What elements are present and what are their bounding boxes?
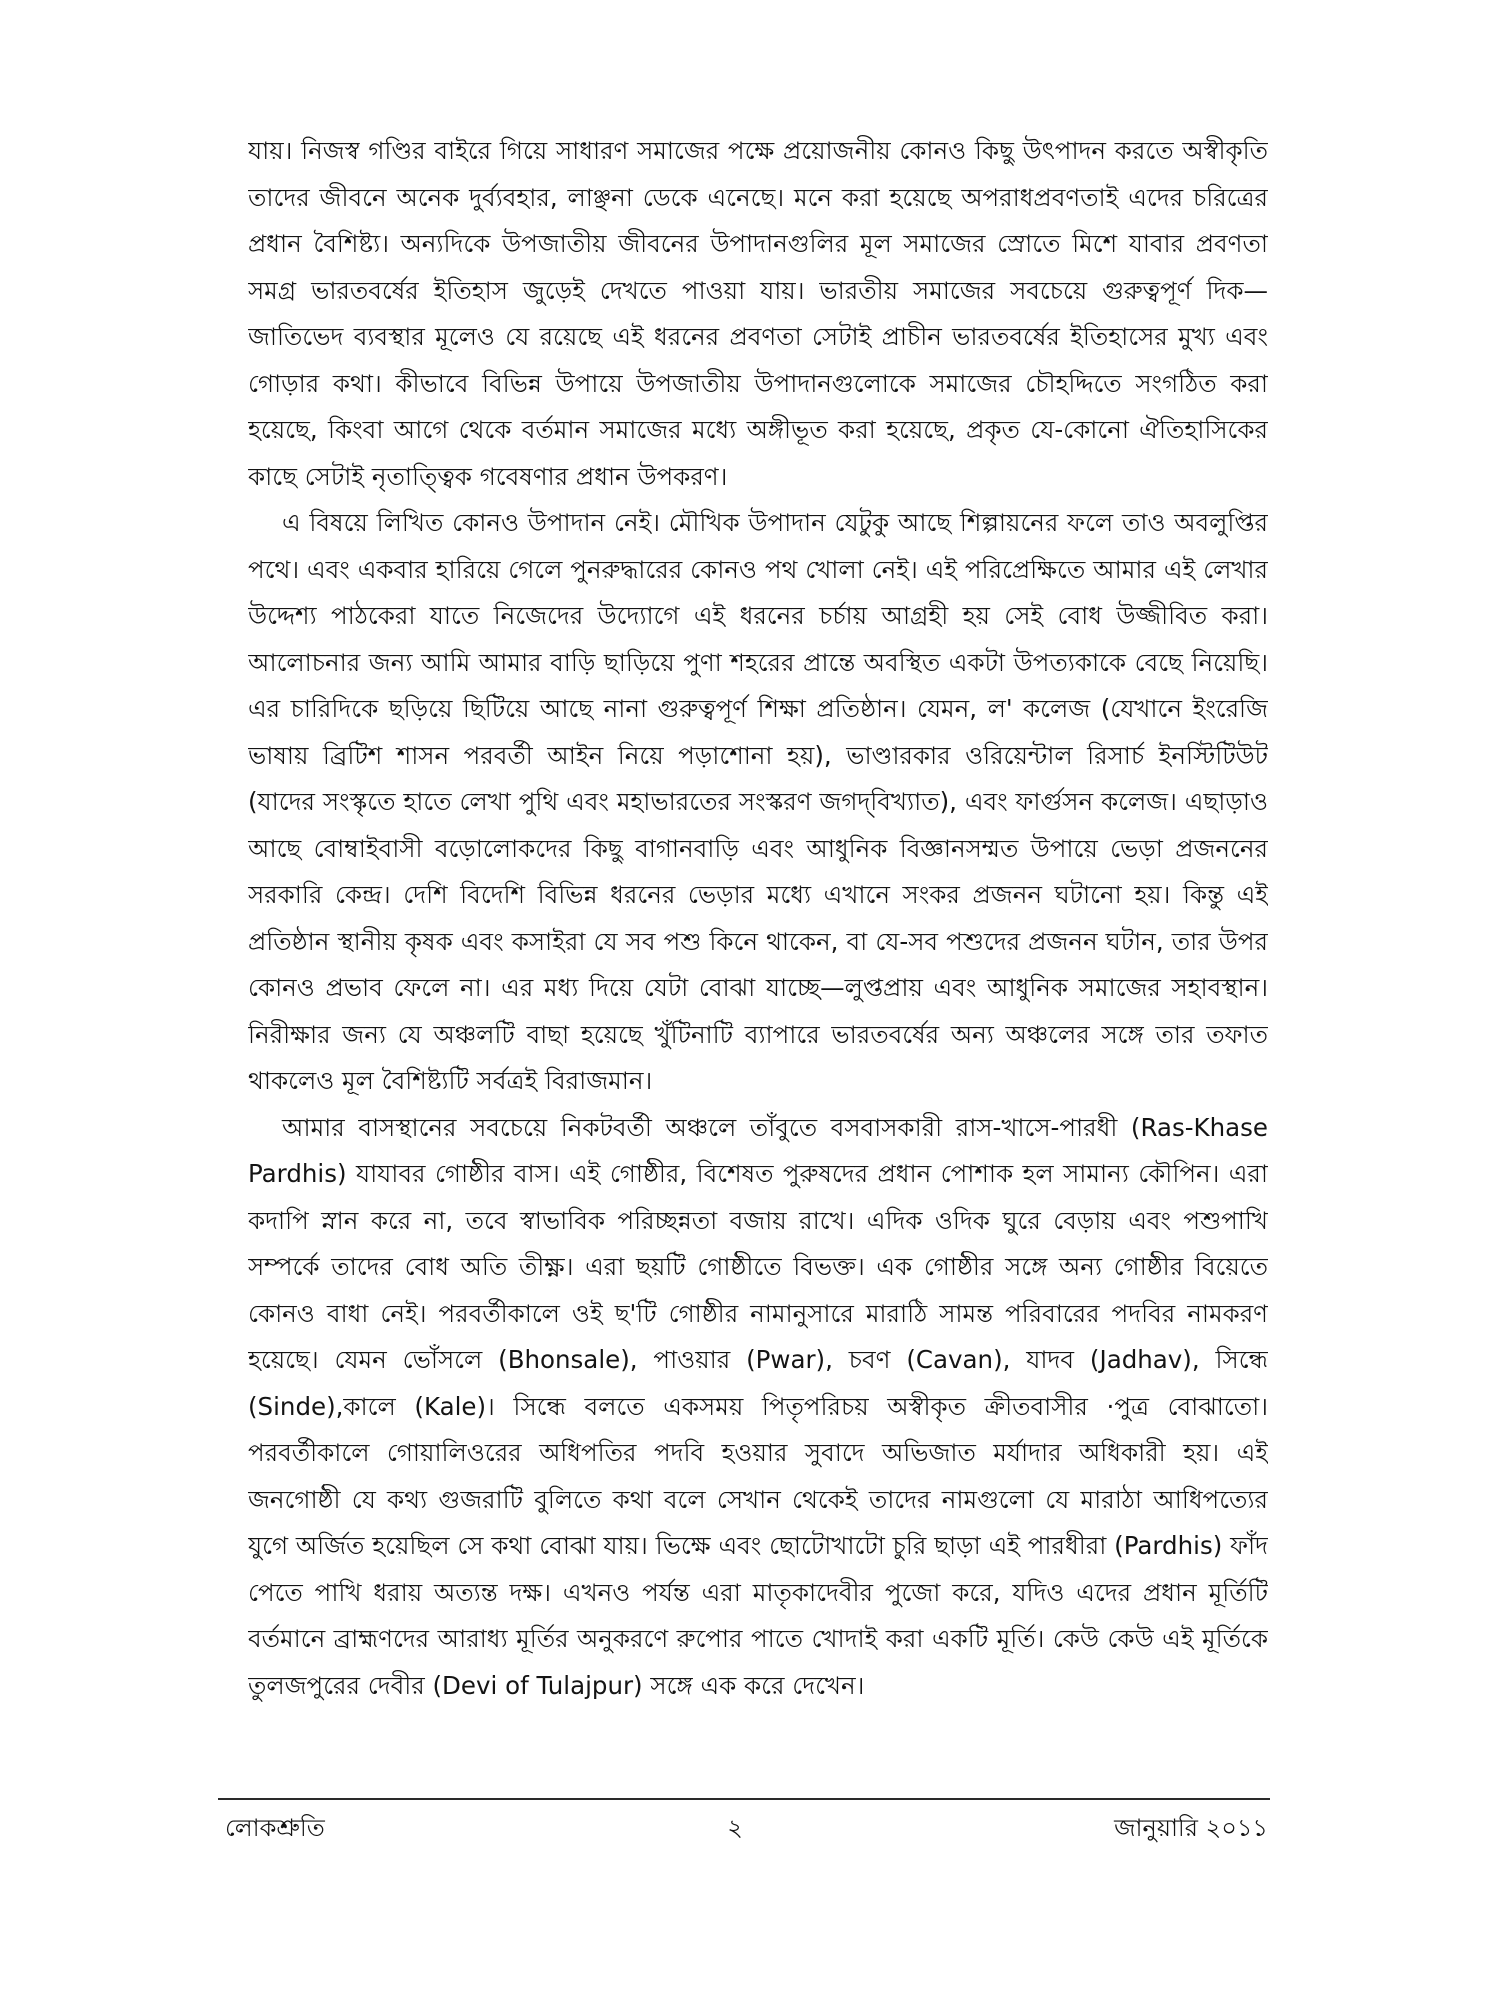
paragraph-pardhis: আমার বাসস্থানের সবচেয়ে নিকটবর্তী অঞ্চলে তাঁবুতে বসবাসকারী রাস-খাসে-পারধী (Ras-Khase Pardhis) যাযাবর গোষ্ঠীর বাস। এই গোষ্ঠীর, বিশেষত পুরুষদের প্রধান পোশাক হল সামান্য কৌপিন। এরা কদাপি স্নান করে না, তবে স্বাভাবিক পরিচ্ছন্নতা বজায় রাখে। এদিক ওদিক ঘুরে বেড়ায় এবং পশুপাখি সম্পর্কে তাদের বোধ অতি তীক্ষ্ণ। এরা ছয়টি গোষ্ঠীতে বিভক্ত। এক গোষ্ঠীর সঙ্গে অন্য গোষ্ঠীর বিয়েতে কোনও বাধা নেই। পরবর্তীকালে ওই ছ'টি গোষ্ঠীর নামানুসারে মারাঠি সামন্ত পরিবারের পদবির নামকরণ হয়েছে। যেমন ভোঁসলে (Bhonsale), পাওয়ার (Pwar), চবণ (Cavan), যাদব (Jadhav), সিন্ধে (Sinde),কালে (Kale)। সিন্ধে বলতে একসময় পিতৃপরিচয় অস্বীকৃত ক্রীতবাসীর ·পুত্র বোঝাতো। পরবর্তীকালে গোয়ালিওরের অধিপতির পদবি হওয়ার সুবাদে অভিজাত মর্যাদার অধিকারী হয়। এই জনগোষ্ঠী যে কথ্য গুজরাটি বুলিতে কথা বলে সেখান থেকেই তাদের নামগুলো যে মারাঠা আধিপত্যের যুগে অর্জিত হয়েছিল সে কথা বোঝা যায়। ভিক্ষে এবং ছোটোখাটো চুরি ছাড়া এই পারধীরা (Pardhis) ফাঁদ পেতে পাখি ধরায় অত্যন্ত দক্ষ। এখনও পর্যন্ত এরা মাতৃকাদেবীর পুজো করে, যদিও এদের প্রধান মূর্তিটি বর্তমানে ব্রাহ্মণদের আরাধ্য মূর্তির অনুকরণে রুপোর পাতে খোদাই করা একটি মূর্তি। কেউ কেউ এই মূর্তিকে তুলজপুরের দেবীর (Devi of Tulajpur) সঙ্গে এক করে দেখেন।: [248, 1112, 1268, 1700]
footer-page-number: ২: [727, 1814, 743, 1842]
paragraph-sources: এ বিষয়ে লিখিত কোনও উপাদান নেই। মৌখিক উপাদান যেটুকু আছে শিল্পায়নের ফলে তাও অবলুপ্তির পথে। এবং একবার হারিয়ে গেলে পুনরুদ্ধারের কোনও পথ খোলা নেই। এই পরিপ্রেক্ষিতে আমার এই লেখার উদ্দেশ্য পাঠকেরা যাতে নিজেদের উদ্যোগে এই ধরনের চর্চায় আগ্রহী হয় সেই বোধ উজ্জীবিত করা। আলোচনার জন্য আমি আমার বাড়ি ছাড়িয়ে পুণা শহরের প্রান্তে অবস্থিত একটা উপত্যকাকে বেছে নিয়েছি। এর চারিদিকে ছড়িয়ে ছিটিয়ে আছে নানা গুরুত্বপূর্ণ শিক্ষা প্রতিষ্ঠান। যেমন, ল' কলেজ (যেখানে ইংরেজি ভাষায় ব্রিটিশ শাসন পরবর্তী আইন নিয়ে পড়াশোনা হয়), ভাণ্ডারকার ওরিয়েন্টাল রিসার্চ ইনস্টিটিউট (যাদের সংস্কৃতে হাতে লেখা পুথি এবং মহাভারতের সংস্করণ জগদ্‌বিখ্যাত), এবং ফার্গুসন কলেজ। এছাড়াও আছে বোম্বাইবাসী বড়োলোকদের কিছু বাগানবাড়ি এবং আধুনিক বিজ্ঞানসম্মত উপায়ে ভেড়া প্রজননের সরকারি কেন্দ্র। দেশি বিদেশি বিভিন্ন ধরনের ভেড়ার মধ্যে এখানে সংকর প্রজনন ঘটানো হয়। কিন্তু এই প্রতিষ্ঠান স্থানীয় কৃষক এবং কসাইরা যে সব পশু কিনে থাকেন, বা যে-সব পশুদের প্রজনন ঘটান, তার উপর কোনও প্রভাব ফেলে না। এর মধ্য দিয়ে যেটা বোঝা যাচ্ছে—লুপ্তপ্রায় এবং আধুনিক সমাজের সহাবস্থান। নিরীক্ষার জন্য যে অঞ্চলটি বাছা হয়েছে খুঁটিনাটি ব্যাপারে ভারতবর্ষের অন্য অঞ্চলের সঙ্গে তার তফাত থাকলেও মূল বৈশিষ্ট্যটি সর্বত্রই বিরাজমান।: [248, 508, 1268, 1095]
footer-issue-date: জানুয়ারি ২০১১: [1114, 1814, 1268, 1842]
article-body: [248, 128, 1268, 1768]
footer-journal-name: লোকশ্রুতি: [225, 1814, 325, 1842]
paragraph-continued: যায়। নিজস্ব গণ্ডির বাইরে গিয়ে সাধারণ সমাজের পক্ষে প্রয়োজনীয় কোনও কিছু উৎপাদন করতে অস্বীকৃতি তাদের জীবনে অনেক দুর্ব্যবহার, লাঞ্ছনা ডেকে এনেছে। মনে করা হয়েছে অপরাধপ্রবণতাই এদের চরিত্রের প্রধান বৈশিষ্ট্য। অন্যদিকে উপজাতীয় জীবনের উপাদানগুলির মূল সমাজের স্রোতে মিশে যাবার প্রবণতা সমগ্র ভারতবর্ষের ইতিহাস জুড়েই দেখতে পাওয়া যায়। ভারতীয় সমাজের সবচেয়ে গুরুত্বপূর্ণ দিক—জাতিভেদ ব্যবস্থার মূলেও যে রয়েছে এই ধরনের প্রবণতা সেটাই প্রাচীন ভারতবর্ষের ইতিহাসের মুখ্য এবং গোড়ার কথা। কীভাবে বিভিন্ন উপায়ে উপজাতীয় উপাদানগুলোকে সমাজের চৌহদ্দিতে সংগঠিত করা হয়েছে, কিংবা আগে থেকে বর্তমান সমাজের মধ্যে অঙ্গীভূত করা হয়েছে, প্রকৃত যে-কোনো ঐতিহাসিকের কাছে সেটাই নৃতাত্ত্বিক গবেষণার প্রধান উপকরণ।: [248, 136, 1268, 491]
footer-divider: [218, 1798, 1270, 1800]
